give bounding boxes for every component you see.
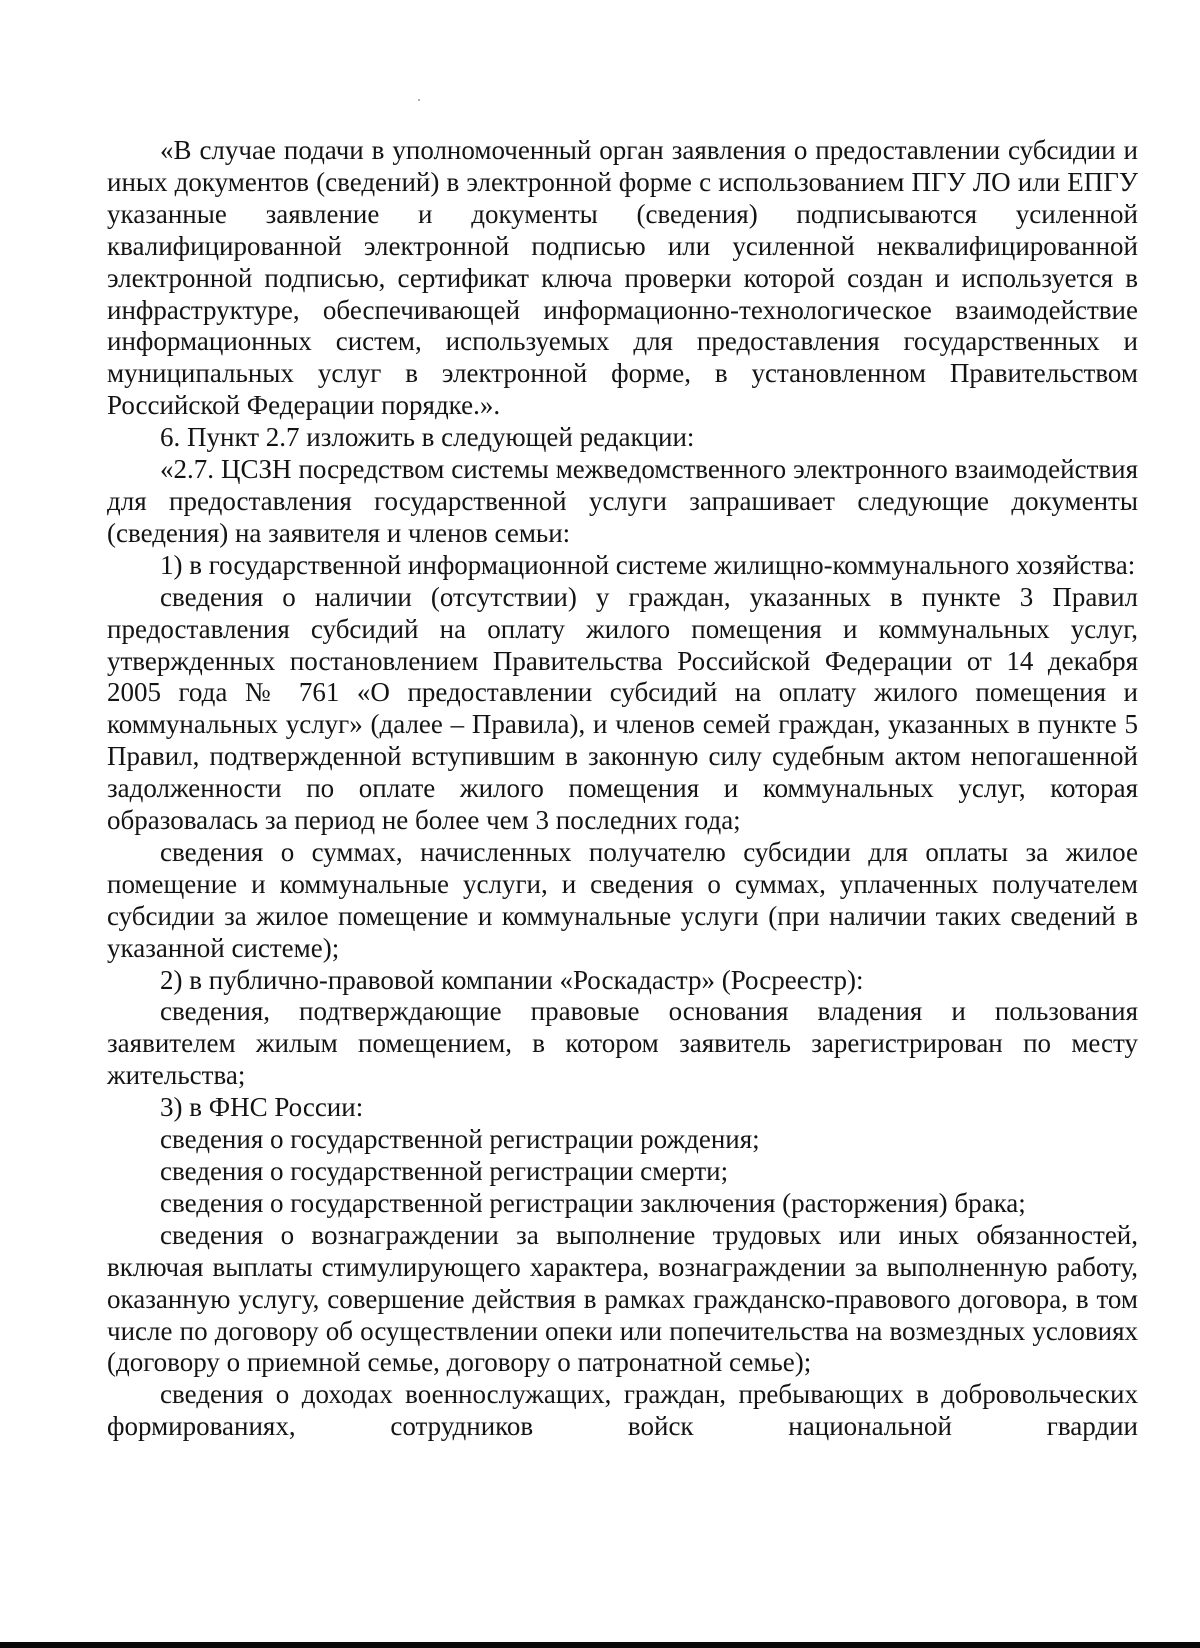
paragraph-subitem-3: 3) в ФНС России: [160,1092,364,1123]
paragraph-military-income: сведения о доходах военнослужащих, граждан, пребывающих в добровольческих формированиях, сотрудников войск национальной гвардии [107,1379,1138,1442]
paragraph-ownership-info: сведения, подтверждающие правовые основания владения и пользования заявителем жилым помещением, в котором заявитель зарегистрирован по месту жительства; [107,996,1138,1091]
paragraph-remuneration-info: сведения о вознаграждении за выполнение трудовых или иных обязанностей, включая выплаты стимулирующего характера, вознаграждении за выполненную работу, оказанную услугу, совершение действия в рамках гражданско-правового договора, в том числе по договору об осуществлении опеки или попечительства на возмездных условиях (договору о приемной семье, договору о патронатной семье); [107,1219,1138,1378]
paragraph-subitem-2: 2) в публично-правовой компании «Роскадастр» (Росреестр): [160,964,864,995]
paragraph-signature-requirement: «В случае подачи в уполномоченный орган заявления о предоставлении субсидии и иных документов (сведений) в электронной форме с использованием ПГУ ЛО или ЕПГУ указанные заявление и документы (сведения) подписываются усиленной квалифицированной электронной подписью или усиленной неквалифицированной электронной подписью, сертификат ключа проверки которой создан и используется в инфраструктуре, обеспечивающей информационно-технологическое взаимодействие информационных систем, используемых для предоставления государственных и муниципальных услуг в электронной форме, в установленном Правительством Российской Федерации порядке.». [107,135,1138,421]
scan-speck [418,99,420,101]
paragraph-clause-2-7: «2.7. ЦСЗН посредством системы межведомственного электронного взаимодействия для предоставления государственной услуги запрашивает следующие документы (сведения) на заявителя и членов семьи: [107,454,1138,548]
document-body [107,135,1138,1443]
paragraph-payment-info: сведения о суммах, начисленных получателю субсидии для оплаты за жилое помещение и коммунальные услуги, и сведения о суммах, уплаченных получателем субсидии за жилое помещение и коммунальные услуги (при наличии таких сведений в указанной системе); [107,836,1138,963]
paragraph-marriage-registration: сведения о государственной регистрации заключения (расторжения) брака; [160,1187,1026,1218]
paragraph-subitem-1: 1) в государственной информационной системе жилищно-коммунального хозяйства: [160,549,1136,580]
paragraph-birth-registration: сведения о государственной регистрации рождения; [160,1124,760,1155]
paragraph-item-6: 6. Пункт 2.7 изложить в следующей редакции: [160,422,695,453]
paragraph-death-registration: сведения о государственной регистрации смерти; [160,1156,729,1186]
scan-edge-shadow [0,1642,1200,1648]
paragraph-debt-info: сведения о наличии (отсутствии) у граждан, указанных в пункте 3 Правил предоставления субсидий на оплату жилого помещения и коммунальных услуг, утвержденных постановлением Правительства Российской Федерации от 14 декабря 2005 года № 761 «О предоставлении субсидий на оплату жилого помещения и коммунальных услуг» (далее – Правила), и членов семей граждан, указанных в пункте 5 Правил, подтвержденной вступившим в законную силу судебным актом непогашенной задолженности по оплате жилого помещения и коммунальных услуг, которая образовалась за период не более чем 3 последних года; [107,581,1138,836]
